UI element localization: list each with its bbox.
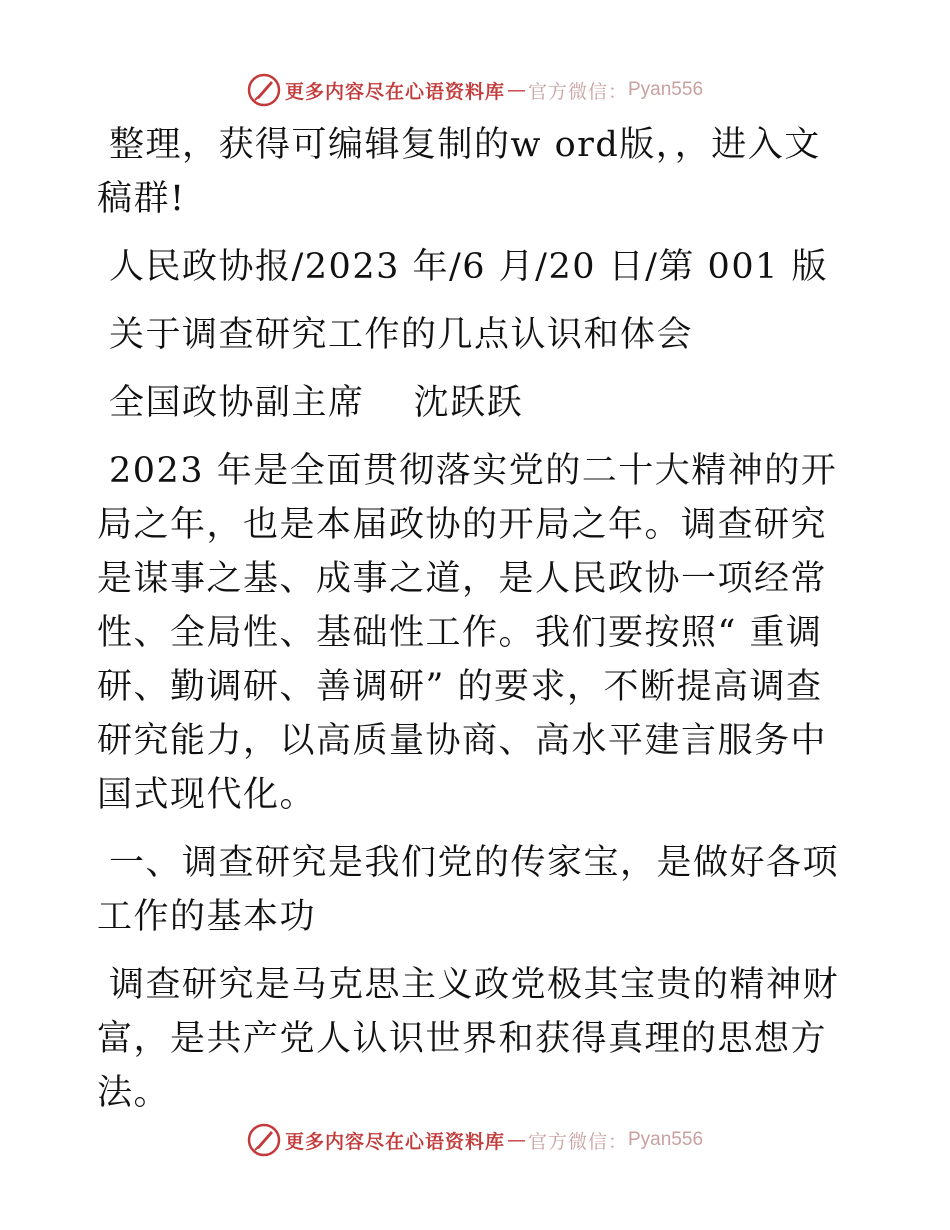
watermark-contact-id: Pyan556	[628, 79, 704, 100]
watermark-contact-label: 官方微信：	[527, 1130, 628, 1153]
quill-logo-icon	[247, 1123, 281, 1157]
body-paragraph-2: 调查研究是马克思主义政党极其宝贵的精神财富，是共产党人认识世界和获得真理的思想方法。	[97, 965, 840, 1113]
source-line: 人民政协报/2023 年/6 月/20 日/第 001 版	[109, 247, 828, 287]
watermark-contact-id: Pyan556	[628, 1129, 704, 1150]
watermark-separator: —	[506, 79, 526, 101]
body-paragraph-1: 2023 年是全面贯彻落实党的二十大精神的开局之年，也是本届政协的开局之年。调查研究是谋事之基、成事之道，是人民政协一项经常性、全局性、基础性工作。我们要按照“ 重调研、勤调研、善调研” 的要求，不断提高调查研究能力，以高质量协商、高水平建言服务中国式现代化。	[97, 451, 838, 815]
quill-logo-icon	[247, 73, 281, 107]
watermark-main-text: 更多内容尽在心语资料库	[284, 1130, 505, 1153]
author-line: 全国政协副主席 沈跃跃	[109, 383, 524, 423]
watermark-main-text: 更多内容尽在心语资料库	[284, 80, 505, 103]
article-title: 关于调查研究工作的几点认识和体会	[109, 315, 694, 355]
header-watermark-banner	[0, 70, 950, 110]
document-body	[97, 118, 857, 1120]
watermark-contact-label: 官方微信：	[527, 80, 628, 103]
watermark-separator: —	[506, 1129, 526, 1151]
intro-paragraph: 整理，获得可编辑复制的w ord版，，进入文稿群!	[97, 125, 821, 219]
footer-watermark-banner	[0, 1120, 950, 1160]
section-heading-1: 一、调查研究是我们党的传家宝，是做好各项工作的基本功	[97, 843, 840, 937]
